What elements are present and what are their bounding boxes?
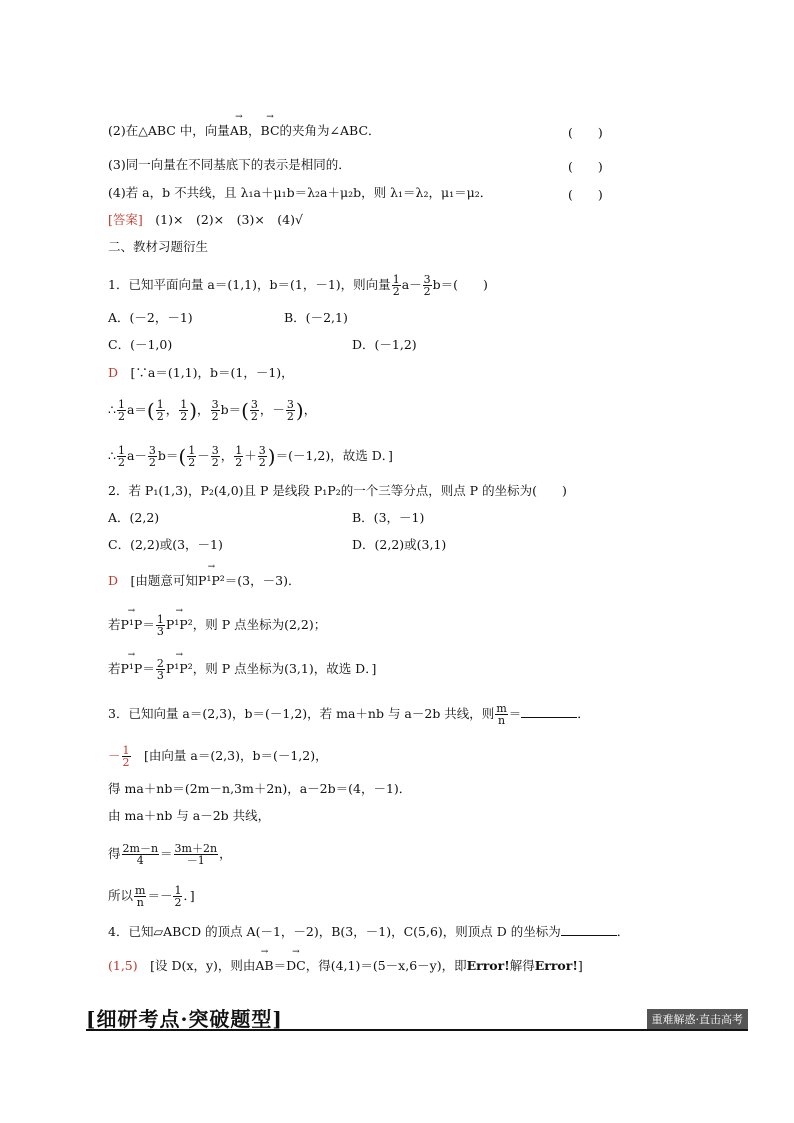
answer-paren-3: ( ) bbox=[568, 159, 603, 174]
vector-p1p2: → P¹P² bbox=[198, 573, 225, 589]
problem-1-option-b: B．(－2,1) bbox=[284, 310, 348, 325]
problem-2-stem: 2．若 P₁(1,3)，P₂(4,0)且 P 是线段 P₁P₂的一个三等分点，则点 P 的坐标为( ) bbox=[108, 483, 567, 498]
answer-label: [答案] bbox=[108, 212, 143, 227]
problem-1-option-c: C．(－1,0) bbox=[108, 337, 173, 352]
problem-2-option-b: B．(3，－1) bbox=[352, 510, 425, 525]
problem-1-solution-line-3: ∴ $\frac{1}{2}$ a－ $\frac{3}{2}$ b＝( $\frac{1}{2}$ － $\frac{3}{2}$ ， $\frac{1}{2}$ ＋ $\frac{3}{2}$ )＝(－1,2)，故选 D．] bbox=[108, 444, 393, 469]
problem-1-option-d: D．(－1,2) bbox=[352, 337, 417, 352]
answer-value: (1,5) bbox=[108, 958, 138, 973]
answer-blank bbox=[521, 705, 577, 718]
statement-2: (2)在△ABC 中，向量→ AB，→ BC的夹角为∠ABC． bbox=[108, 123, 381, 139]
problem-1-solution-line-2: ∴ $\frac{1}{2}$ a＝( $\frac{1}{2}$ ， $\frac{1}{2}$ )， $\frac{3}{2}$ b＝( $\frac{3}{2}$ ，－ $\frac{3}{2}$ )， bbox=[108, 398, 317, 423]
problem-3-solution-line-2: 得 ma＋nb＝(2m－n,3m＋2n)，a－2b＝(4，－1)． bbox=[108, 781, 412, 796]
problem-3-solution-line-3: 由 ma＋nb 与 a－2b 共线， bbox=[108, 808, 271, 823]
answer-line: [答案] (1)× (2)× (3)× (4)√ bbox=[108, 212, 303, 227]
statement-4: (4)若 a，b 不共线，且 λ₁a＋μ₁b＝λ₂a＋μ₂b，则 λ₁＝λ₂，μ₁＝μ₂． bbox=[108, 185, 493, 200]
problem-3-stem: 3．已知向量 a＝(2,3)，b＝(－1,2)，若 ma＋nb 与 a－2b 共线，则 $\frac{m}{n}$ ＝ ． bbox=[108, 702, 590, 727]
fraction: $\frac{3}{2}$ bbox=[423, 273, 431, 298]
problem-2-solution-line-1: D [由题意可知→ P¹P²＝(3，－3)． bbox=[108, 573, 300, 589]
statement-3: (3)同一向量在不同基底下的表示是相同的． bbox=[108, 157, 351, 172]
answer-value: － $\frac{1}{2}$ bbox=[108, 744, 130, 769]
problem-3-solution-line-5: 所以 $\frac{m}{n}$ ＝－ $\frac{1}{2}$ ．] bbox=[108, 884, 195, 909]
answer-letter: D bbox=[108, 573, 119, 588]
problem-2-option-c: C．(2,2)或(3，－1) bbox=[108, 537, 223, 552]
answer-letter: D bbox=[108, 365, 119, 380]
vector-dc: → DC bbox=[286, 958, 306, 974]
problem-3-solution-line-1: － $\frac{1}{2}$ [由向量 a＝(2,3)，b＝(－1,2)， bbox=[108, 744, 328, 769]
problem-1-option-a: A．(－2，－1) bbox=[108, 310, 193, 325]
section-banner bbox=[86, 1003, 748, 1031]
problem-4-stem: 4．已知▱ABCD 的顶点 A(－1，－2)，B(3，－1)，C(5,6)，则顶点 D 的坐标为 ． bbox=[108, 924, 630, 939]
answer-paren-4: ( ) bbox=[568, 187, 603, 202]
problem-1-stem: 1．已知平面向量 a＝(1,1)，b＝(1，－1)，则向量 $\frac{1}{2}$ a－ $\frac{3}{2}$ b＝( ) bbox=[108, 273, 488, 298]
problem-2-solution-line-2: 若→ P¹P＝ $\frac{1}{3}$ → P¹P²，则 P 点坐标为(2,2)； bbox=[108, 614, 326, 637]
answer-paren-2: ( ) bbox=[568, 125, 603, 140]
banner-title: [细研考点·突破题型] bbox=[86, 1007, 283, 1031]
fraction: $\frac{1}{2}$ bbox=[392, 273, 400, 298]
answer-blank bbox=[561, 923, 617, 936]
problem-1-solution-line-1: D [∵a＝(1,1)，b＝(1，－1)， bbox=[108, 365, 294, 380]
problem-2-option-a: A．(2,2) bbox=[108, 510, 160, 525]
problem-4-solution: (1,5) [设 D(x，y)，则由→ AB＝→ DC，得(4,1)＝(5－x,6－y)，即Error!解得Error!] bbox=[108, 958, 583, 974]
problem-3-solution-line-4: 得 $\frac{2m-n}{4}$ ＝ $\frac{3m+2n}{-1}$ ， bbox=[108, 842, 232, 867]
banner-tag: 重难解惑·直击高考 bbox=[647, 1009, 749, 1029]
problem-2-option-d: D．(2,2)或(3,1) bbox=[352, 537, 447, 552]
problem-2-solution-line-3: 若→ P¹P＝ $\frac{2}{3}$ → P¹P²，则 P 点坐标为(3,1)，故选 D．] bbox=[108, 658, 376, 681]
vector-ab: → AB bbox=[230, 123, 248, 139]
vector-bc: → BC bbox=[261, 123, 280, 139]
section-title: 二、教材习题衍生 bbox=[108, 239, 209, 254]
vector-ab: → AB bbox=[255, 958, 273, 974]
